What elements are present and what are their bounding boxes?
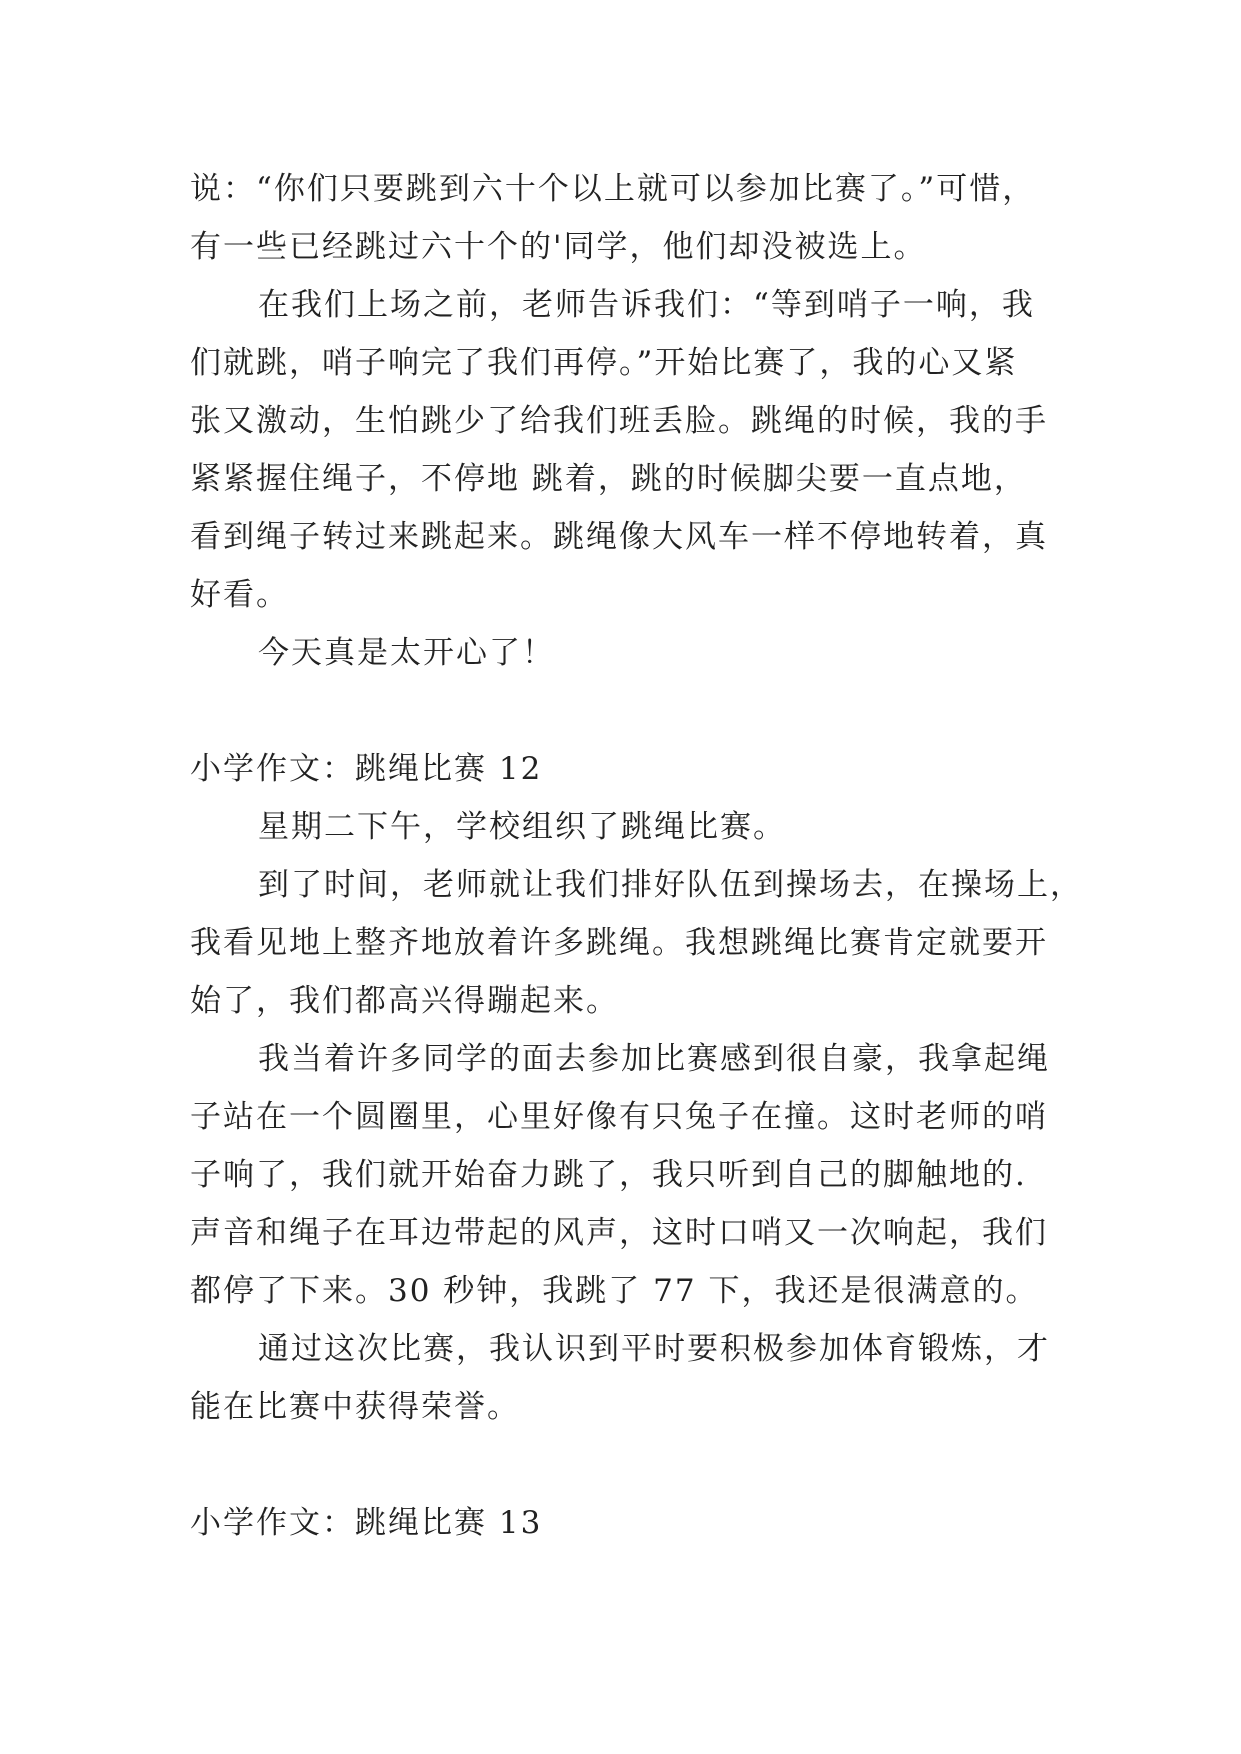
section-heading: 小学作文：跳绳比赛 12 <box>190 751 543 787</box>
text-line: 好看。 <box>190 577 289 613</box>
text-line: 我当着许多同学的面去参加比赛感到很自豪，我拿起绳 <box>258 1041 1050 1077</box>
text-line: 看到绳子转过来跳起来。跳绳像大风车一样不停地转着，真 <box>190 519 1048 555</box>
text-line: 星期二下午，学校组织了跳绳比赛。 <box>258 809 786 845</box>
text-line: 我看见地上整齐地放着许多跳绳。我想跳绳比赛肯定就要开 <box>190 925 1048 961</box>
text-line: 子站在一个圆圈里，心里好像有只兔子在撞。这时老师的哨 <box>190 1099 1048 1135</box>
text-line: 有一些已经跳过六十个的'同学，他们却没被选上。 <box>190 229 927 265</box>
text-line: 们就跳，哨子响完了我们再停。”开始比赛了，我的心又紧 <box>190 345 1018 381</box>
text-line: 通过这次比赛，我认识到平时要积极参加体育锻炼，才 <box>258 1331 1050 1367</box>
text-line: 张又激动，生怕跳少了给我们班丢脸。跳绳的时候，我的手 <box>190 403 1048 439</box>
text-line: 始了，我们都高兴得蹦起来。 <box>190 983 619 1019</box>
text-line: 在我们上场之前，老师告诉我们：“等到哨子一响，我 <box>258 287 1035 323</box>
section-heading: 小学作文：跳绳比赛 13 <box>190 1505 543 1541</box>
text-line: 声音和绳子在耳边带起的风声，这时口哨又一次响起，我们 <box>190 1215 1048 1251</box>
text-line: 到了时间，老师就让我们排好队伍到操场去，在操场上， <box>258 867 1083 903</box>
text-line: 能在比赛中获得荣誉。 <box>190 1389 520 1425</box>
text-line: 说：“你们只要跳到六十个以上就可以参加比赛了。”可惜， <box>190 171 1036 207</box>
text-line: 今天真是太开心了！ <box>258 635 555 671</box>
text-line: 都停了下来。30 秒钟，我跳了 77 下，我还是很满意的。 <box>190 1273 1039 1309</box>
text-line: 子响了，我们就开始奋力跳了，我只听到自己的脚触地的. <box>190 1157 1027 1193</box>
text-line: 紧紧握住绳子，不停地 跳着，跳的时候脚尖要一直点地， <box>190 461 1027 497</box>
